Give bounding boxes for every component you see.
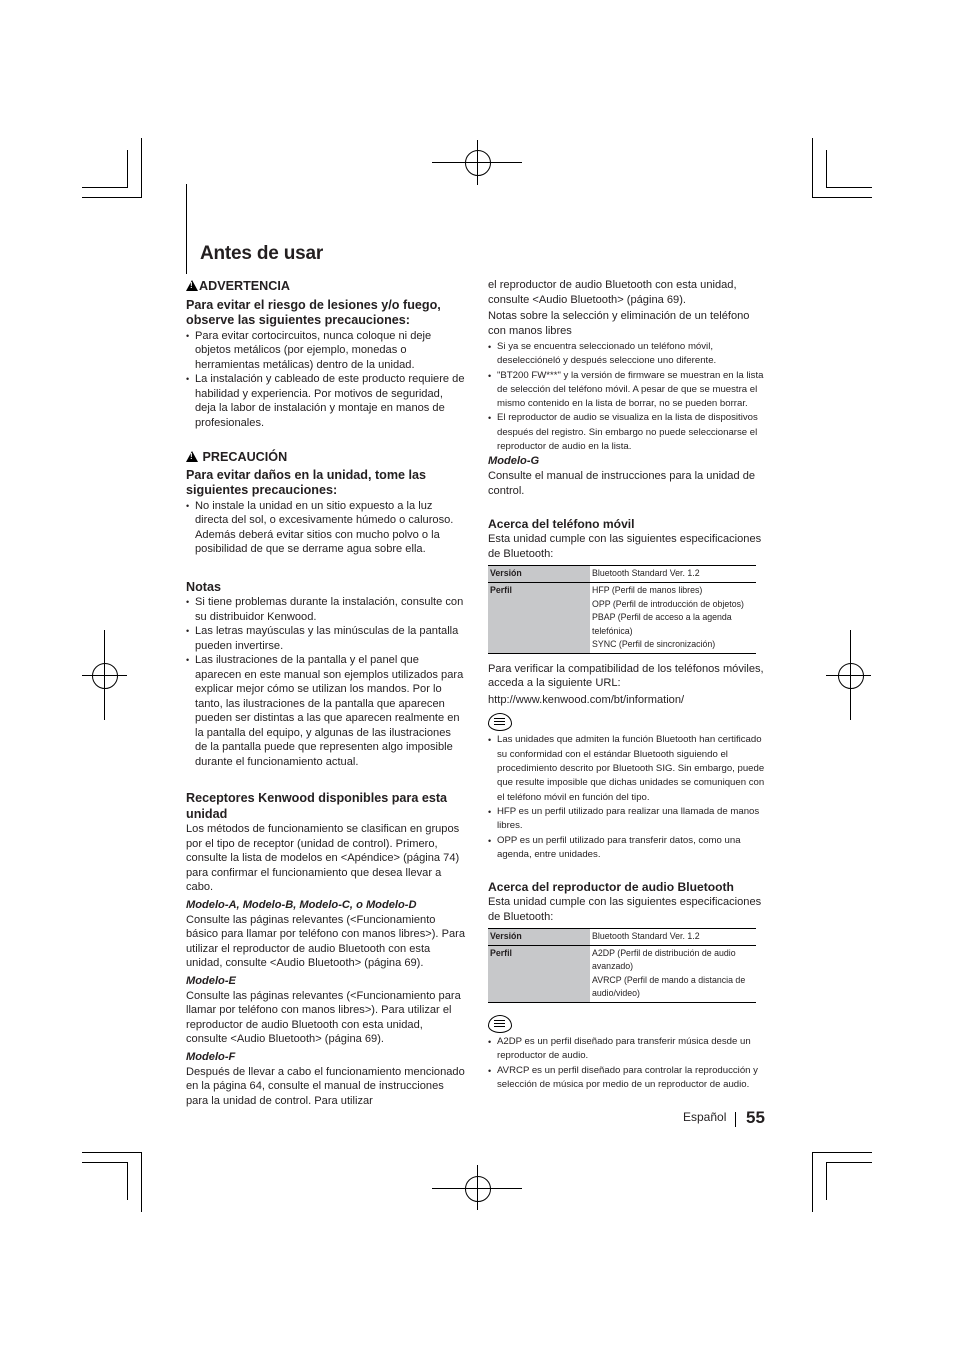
audio-notes <box>488 1035 770 1092</box>
list-item: • Si tiene problemas durante la instalación, consulte con su distribuidor Kenwood. <box>186 595 466 624</box>
table-row <box>488 945 756 1002</box>
version-value: Bluetooth Standard Ver. 1.2 <box>590 929 756 946</box>
version-value: Bluetooth Standard Ver. 1.2 <box>590 566 756 583</box>
modelo-abcd-text: Consulte las páginas relevantes (<Funcionamiento básico para llamar por teléfono con manos libres>). Para utilizar el reproductor de audio Bluetooth con esta unidad, consulte <Audio Bluetooth> (página 69). <box>186 913 466 969</box>
page-title: Antes de usar <box>200 243 324 264</box>
continuation-text: el reproductor de audio Bluetooth con esta unidad, consulte <Audio Bluetooth> (página 69). <box>488 279 737 306</box>
modelo-f-text: Después de llevar a cabo el funcionamiento mencionado en la página 64, consulte el manual de instrucciones para la unidad de control. Para utilizar <box>186 1065 465 1107</box>
list-item: • Las letras mayúsculas y las minúsculas de la pantalla pueden invertirse. <box>186 624 466 653</box>
list-item: • La instalación y cableado de este producto requiere de habilidad y experiencia. Por motivos de seguridad, deja la labor de instalación y montaje en manos de profesionales. <box>186 372 466 430</box>
page-number: 55 <box>746 1108 765 1127</box>
right-column <box>488 278 770 1092</box>
list-item: • AVRCP es un perfil diseñado para controlar la reproducción y selección de música por medio de un reproductor de audio. <box>488 1064 770 1093</box>
list-item: • OPP es un perfil utilizado para transferir datos, como una agenda, entre unidades. <box>488 834 770 863</box>
warning-icon <box>186 451 198 462</box>
modelo-abcd-title: Modelo-A, Modelo-B, Modelo-C, o Modelo-D <box>186 898 417 911</box>
notas-heading: Notas <box>186 579 221 594</box>
footer-language: Español <box>683 1110 727 1124</box>
receptores-intro: Los métodos de funcionamiento se clasifican en grupos por el tipo de receptor (unidad de control). Primero, consulte la lista de modelos en <Apéndice> (página 74) para confirmar el funcionamiento que desea llevar a cabo. <box>186 823 460 893</box>
version-label: Versión <box>488 929 590 946</box>
table-row <box>488 582 756 653</box>
table-row <box>488 929 756 946</box>
audio-spec-table <box>488 928 756 1003</box>
telefono-intro: Esta unidad cumple con las siguientes especificaciones de Bluetooth: <box>488 533 762 560</box>
telefono-heading: Acerca del teléfono móvil <box>488 517 635 532</box>
notas-seleccion-heading: Notas sobre la selección y eliminación de un teléfono con manos libres <box>488 310 750 337</box>
perfil-label: Perfil <box>488 582 590 653</box>
left-column <box>186 279 466 1108</box>
notas-list <box>186 595 466 769</box>
title-rule <box>186 184 187 274</box>
modelo-e-title: Modelo-E <box>186 974 236 987</box>
note-icon <box>488 713 512 731</box>
modelo-g-title: Modelo-G <box>488 455 540 468</box>
audio-intro: Esta unidad cumple con las siguientes especificaciones de Bluetooth: <box>488 896 762 923</box>
version-label: Versión <box>488 566 590 583</box>
verify-text: Para verificar la compatibilidad de los teléfonos móviles, acceda a la siguiente URL: <box>488 662 764 690</box>
perfil-values: A2DP (Perfil de distribución de audio avanzado) AVRCP (Perfil de mando a distancia de audio/video) <box>590 945 756 1002</box>
list-item: • Para evitar cortocircuitos, nunca coloque ni deje objetos metálicos (por ejemplo, monedas o herramientas metálicas) dentro de la unidad. <box>186 329 466 373</box>
audio-heading: Acerca del reproductor de audio Bluetooth <box>488 880 734 895</box>
receptores-heading: Receptores Kenwood disponibles para esta unidad <box>186 791 448 821</box>
perfil-label: Perfil <box>488 945 590 1002</box>
list-item: • Si ya se encuentra seleccionado un teléfono móvil, deseleccióneló y después seleccione uno diferente. <box>488 340 770 369</box>
footer-divider <box>735 1112 736 1127</box>
precaucion-subheading: Para evitar daños en la unidad, tome las siguientes precauciones: <box>186 467 427 497</box>
perfil-values: HFP (Perfil de manos libres) OPP (Perfil de introducción de objetos) PBAP (Perfil de acceso a la agenda telefónica) SYNC (Perfil de sincronización) <box>590 582 756 653</box>
modelo-g-text: Consulte el manual de instrucciones para la unidad de control. <box>488 470 756 497</box>
note-icon <box>488 1015 512 1033</box>
warning-icon <box>186 280 198 291</box>
list-item: • HFP es un perfil utilizado para realizar una llamada de manos libres. <box>488 805 770 834</box>
advertencia-heading: !ADVERTENCIA <box>186 279 466 295</box>
notas-seleccion-list <box>488 340 770 454</box>
modelo-f-title: Modelo-F <box>186 1050 236 1063</box>
advertencia-list <box>186 329 466 431</box>
advertencia-subheading: Para evitar el riesgo de lesiones y/o fuego, observe las siguientes precauciones: <box>186 297 441 327</box>
list-item: • A2DP es un perfil diseñado para transferir música desde un reproductor de audio. <box>488 1035 770 1064</box>
list-item: • El reproductor de audio se visualiza en la lista de dispositivos después del registro. Sin embargo no puede seleccionarse el reproductor de audio en la lista. <box>488 411 770 454</box>
page-footer <box>683 1110 726 1124</box>
list-item: • Las ilustraciones de la pantalla y el panel que aparecen en este manual son ejemplos utilizados para explicar mejor cómo se utilizan los mandos. Por lo tanto, las ilustraciones de la pantalla que aparecen pueden ser distintas a las que aparecen realmente en la pantalla del equipo, y algunas de las ilustraciones de la pantalla puede que representen algo imposible durante el funcionamiento actual. <box>186 653 466 769</box>
table-row <box>488 566 756 583</box>
modelo-e-text: Consulte las páginas relevantes (<Funcionamiento para llamar por teléfono con manos libres>). Para utilizar el reproductor de audio Bluetooth con esta unidad, consulte <Audio Bluetooth> (página 69). <box>186 989 461 1045</box>
telefono-spec-table <box>488 565 756 654</box>
precaucion-heading: ! PRECAUCIÓN <box>186 450 466 466</box>
precaucion-list <box>186 499 466 557</box>
list-item: • No instale la unidad en un sitio expuesto a la luz directa del sol, o excesivamente húmedo o caluroso. Además deberá evitar sitios con mucho polvo o la posibilidad de que se derrame agua sobre ella. <box>186 499 466 557</box>
list-item: • Las unidades que admiten la función Bluetooth han certificado su conformidad con el estándar Bluetooth siguiendo el procedimiento descrito por Bluetooth SIG. Sin embargo, puede que resulte imposible que dichas unidades se comuniquen con el teléfono móvil en función del tipo. <box>488 733 770 804</box>
telefono-notes <box>488 733 770 862</box>
kenwood-url: http://www.kenwood.com/bt/information/ <box>488 693 685 706</box>
list-item: • "BT200 FW***" y la versión de firmware se muestran en la lista de selección del teléfono móvil. A pesar de que se muestra el mismo contenido en la lista de borrar, no se pueden borrar. <box>488 369 770 412</box>
